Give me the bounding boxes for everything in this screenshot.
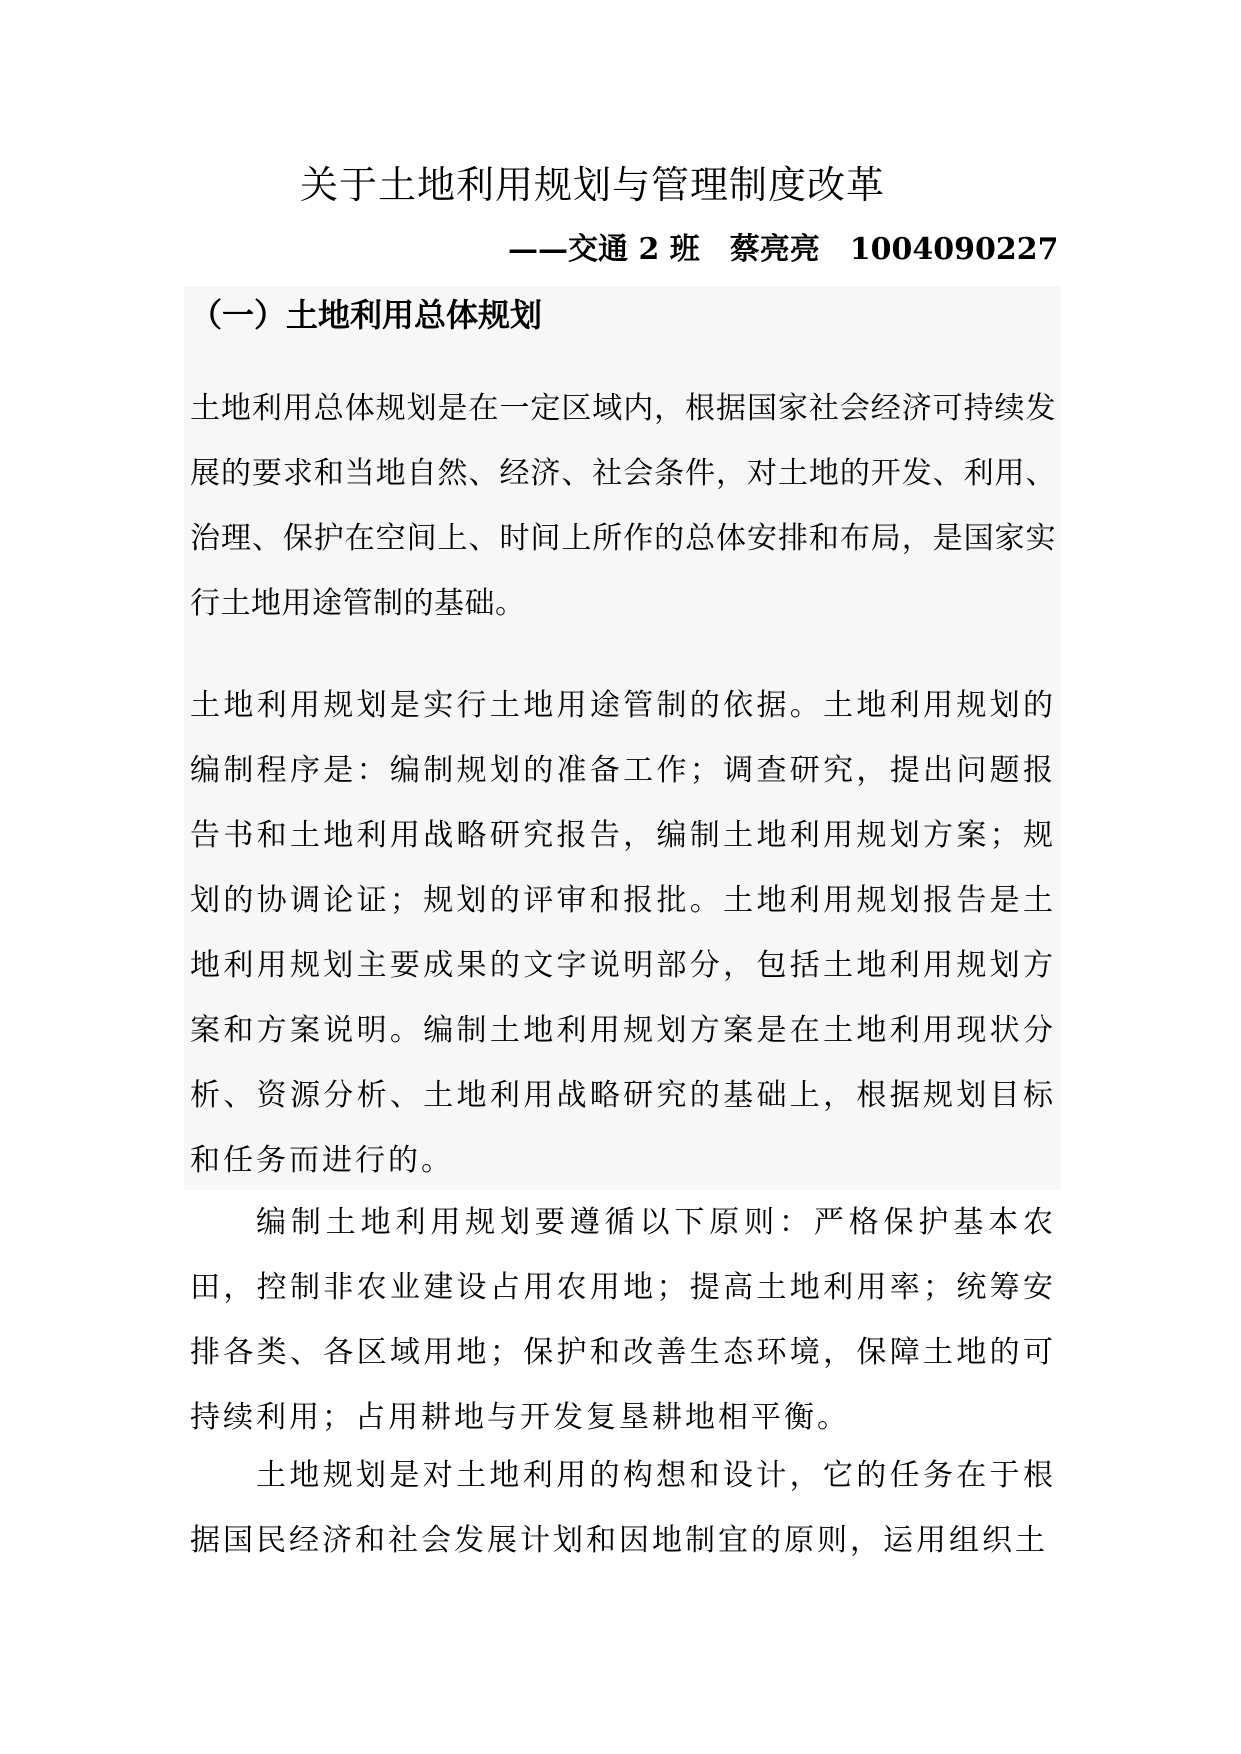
author-byline: ——交通 2 班 蔡亮亮 1004090227 — [508, 232, 1059, 267]
paragraph-4: 土地规划是对土地利用的构想和设计，它的任务在于根据国民经济和社会发展计划和因地制宜的原则，运用组织土 — [190, 1458, 1056, 1558]
document-title: 关于土地利用规划与管理制度改革 — [300, 163, 886, 207]
paragraph-3: 编制土地利用规划要遵循以下原则：严格保护基本农田，控制非农业建设占用农用地；提高土地利用率；统筹安排各类、各区域用地；保护和改善生态环境，保障土地的可持续利用；占用耕地与开发复垦耕地相平衡。 — [190, 1205, 1056, 1435]
paragraph-1: 土地利用总体规划是在一定区域内，根据国家社会经济可持续发展的要求和当地自然、经济、社会条件，对土地的开发、利用、治理、保护在空间上、时间上所作的总体安排和布局，是国家实行土地用途管制的基础。 — [190, 391, 1056, 621]
paragraph-2: 土地利用规划是实行土地用途管制的依据。土地利用规划的编制程序是：编制规划的准备工作；调查研究，提出问题报告书和土地利用战略研究报告，编制土地利用规划方案；规划的协调论证；规划的评审和报批。土地利用规划报告是土地利用规划主要成果的文字说明部分，包括土地利用规划方案和方案说明。编制土地利用规划方案是在土地利用现状分析、资源分析、土地利用战略研究的基础上，根据规划目标和任务而进行的。 — [190, 688, 1056, 1178]
section-heading: （一）土地利用总体规划 — [190, 296, 543, 334]
